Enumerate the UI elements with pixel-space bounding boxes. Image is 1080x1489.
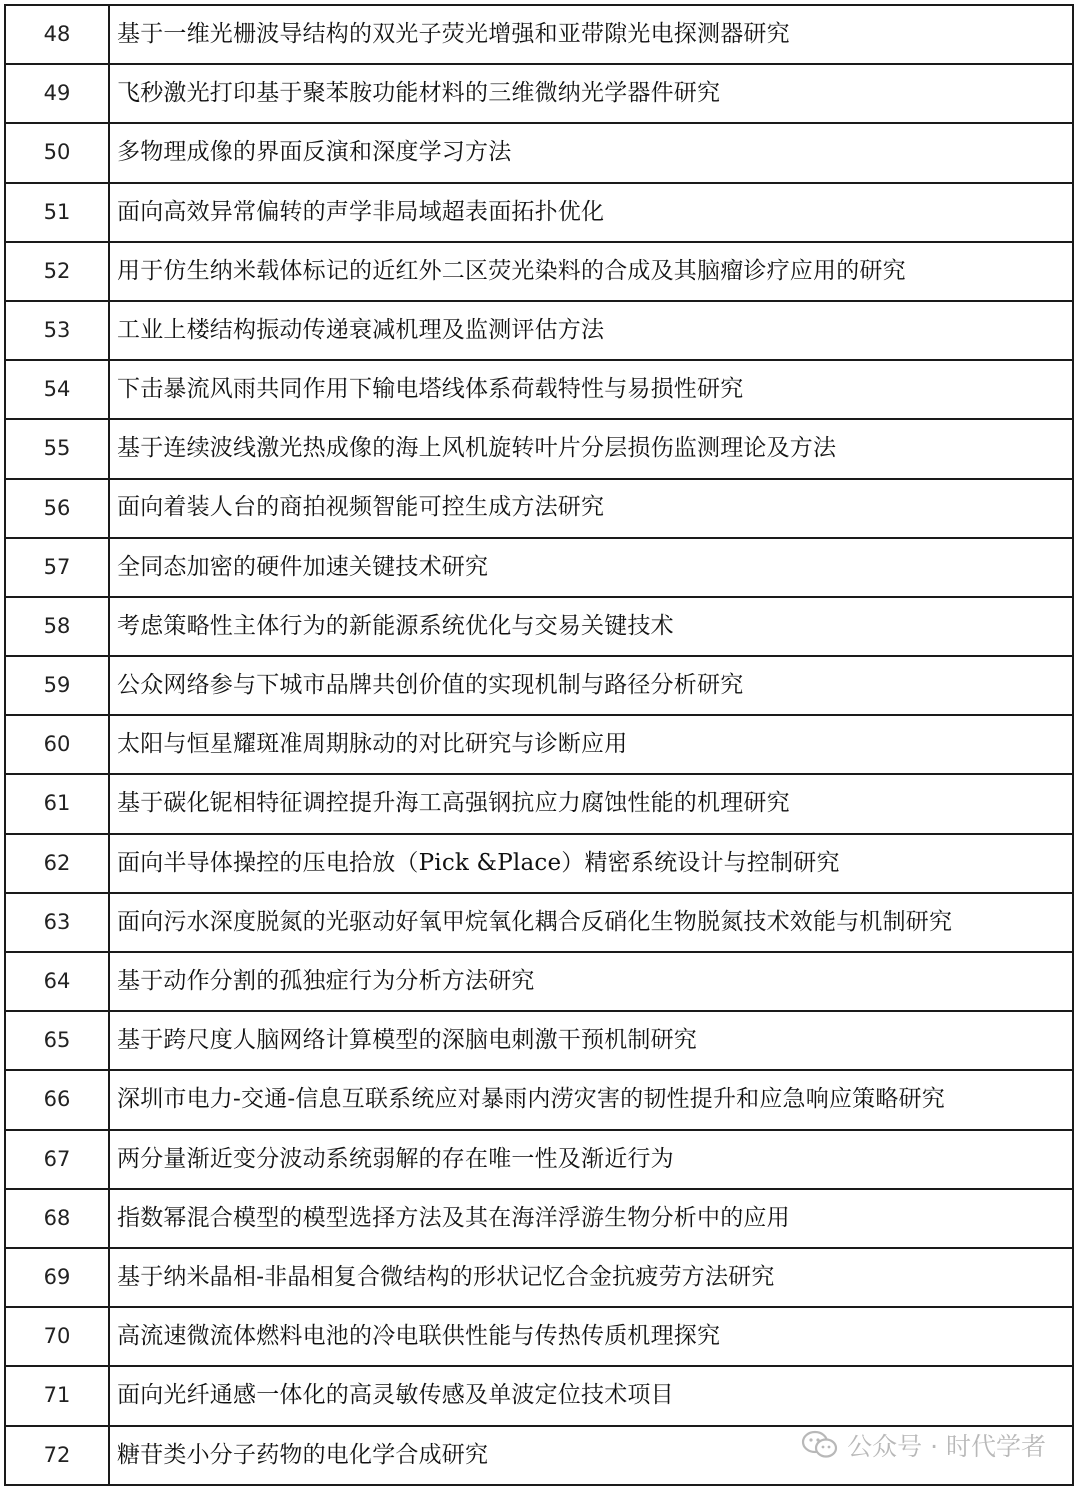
table-row — [6, 656, 1072, 715]
row-number: 70 — [6, 1307, 109, 1366]
row-number: 48 — [6, 6, 109, 64]
row-number: 69 — [6, 1248, 109, 1307]
table-row — [6, 834, 1072, 893]
table-row — [6, 64, 1072, 123]
table-row — [6, 597, 1072, 656]
project-title: 深圳市电力-交通-信息互联系统应对暴雨内涝灾害的韧性提升和应急响应策略研究 — [109, 1070, 1072, 1129]
row-number: 68 — [6, 1189, 109, 1248]
project-title: 面向污水深度脱氮的光驱动好氧甲烷氧化耦合反硝化生物脱氮技术效能与机制研究 — [109, 893, 1072, 952]
project-title: 糖苷类小分子药物的电化学合成研究 — [109, 1426, 1072, 1485]
table-row — [6, 1011, 1072, 1070]
project-title: 用于仿生纳米载体标记的近红外二区荧光染料的合成及其脑瘤诊疗应用的研究 — [109, 242, 1072, 301]
project-title: 基于动作分割的孤独症行为分析方法研究 — [109, 952, 1072, 1011]
project-table-grid — [6, 6, 1072, 1484]
project-title: 面向高效异常偏转的声学非局域超表面拓扑优化 — [109, 183, 1072, 242]
table-row — [6, 360, 1072, 419]
project-title: 高流速微流体燃料电池的冷电联供性能与传热传质机理探究 — [109, 1307, 1072, 1366]
project-title: 基于碳化铌相特征调控提升海工高强钢抗应力腐蚀性能的机理研究 — [109, 774, 1072, 833]
project-title: 考虑策略性主体行为的新能源系统优化与交易关键技术 — [109, 597, 1072, 656]
project-title: 飞秒激光打印基于聚苯胺功能材料的三维微纳光学器件研究 — [109, 64, 1072, 123]
table-row — [6, 1070, 1072, 1129]
table-row — [6, 774, 1072, 833]
row-number: 71 — [6, 1366, 109, 1425]
project-title: 全同态加密的硬件加速关键技术研究 — [109, 538, 1072, 597]
project-title: 基于连续波线激光热成像的海上风机旋转叶片分层损伤监测理论及方法 — [109, 419, 1072, 478]
row-number: 64 — [6, 952, 109, 1011]
project-title: 太阳与恒星耀斑准周期脉动的对比研究与诊断应用 — [109, 715, 1072, 774]
row-number: 62 — [6, 834, 109, 893]
table-body — [6, 6, 1072, 1484]
row-number: 61 — [6, 774, 109, 833]
project-title: 工业上楼结构振动传递衰减机理及监测评估方法 — [109, 301, 1072, 360]
project-title: 面向光纤通感一体化的高灵敏传感及单波定位技术项目 — [109, 1366, 1072, 1425]
row-number: 58 — [6, 597, 109, 656]
table-row — [6, 1426, 1072, 1485]
row-number: 50 — [6, 123, 109, 182]
watermark-text: 公众号 · 时代学者 — [847, 1432, 1046, 1461]
table-row — [6, 715, 1072, 774]
project-title: 面向着装人台的商拍视频智能可控生成方法研究 — [109, 479, 1072, 538]
table-row — [6, 952, 1072, 1011]
row-number: 65 — [6, 1011, 109, 1070]
table-row — [6, 1366, 1072, 1425]
table-row — [6, 1307, 1072, 1366]
table-row — [6, 479, 1072, 538]
row-number: 67 — [6, 1130, 109, 1189]
table-row — [6, 893, 1072, 952]
row-number: 60 — [6, 715, 109, 774]
table-row — [6, 419, 1072, 478]
row-number: 51 — [6, 183, 109, 242]
row-number: 53 — [6, 301, 109, 360]
table-row — [6, 1130, 1072, 1189]
project-title: 指数幂混合模型的模型选择方法及其在海洋浮游生物分析中的应用 — [109, 1189, 1072, 1248]
row-number: 59 — [6, 656, 109, 715]
row-number: 66 — [6, 1070, 109, 1129]
project-title: 两分量渐近变分波动系统弱解的存在唯一性及渐近行为 — [109, 1130, 1072, 1189]
table-row — [6, 1248, 1072, 1307]
row-number: 56 — [6, 479, 109, 538]
row-number: 63 — [6, 893, 109, 952]
row-number: 49 — [6, 64, 109, 123]
project-title: 公众网络参与下城市品牌共创价值的实现机制与路径分析研究 — [109, 656, 1072, 715]
row-number: 52 — [6, 242, 109, 301]
project-table — [4, 4, 1074, 1486]
project-title: 多物理成像的界面反演和深度学习方法 — [109, 123, 1072, 182]
row-number: 54 — [6, 360, 109, 419]
project-title: 基于纳米晶相-非晶相复合微结构的形状记忆合金抗疲劳方法研究 — [109, 1248, 1072, 1307]
row-number: 72 — [6, 1426, 109, 1485]
row-number: 55 — [6, 419, 109, 478]
table-row — [6, 123, 1072, 182]
table-row — [6, 301, 1072, 360]
table-row — [6, 1189, 1072, 1248]
table-row — [6, 538, 1072, 597]
project-title: 面向半导体操控的压电拾放（Pick &Place）精密系统设计与控制研究 — [109, 834, 1072, 893]
table-row — [6, 242, 1072, 301]
project-title: 基于一维光栅波导结构的双光子荧光增强和亚带隙光电探测器研究 — [109, 6, 1072, 64]
row-number: 57 — [6, 538, 109, 597]
table-row — [6, 6, 1072, 64]
table-row — [6, 183, 1072, 242]
project-title: 下击暴流风雨共同作用下输电塔线体系荷载特性与易损性研究 — [109, 360, 1072, 419]
project-title: 基于跨尺度人脑网络计算模型的深脑电刺激干预机制研究 — [109, 1011, 1072, 1070]
